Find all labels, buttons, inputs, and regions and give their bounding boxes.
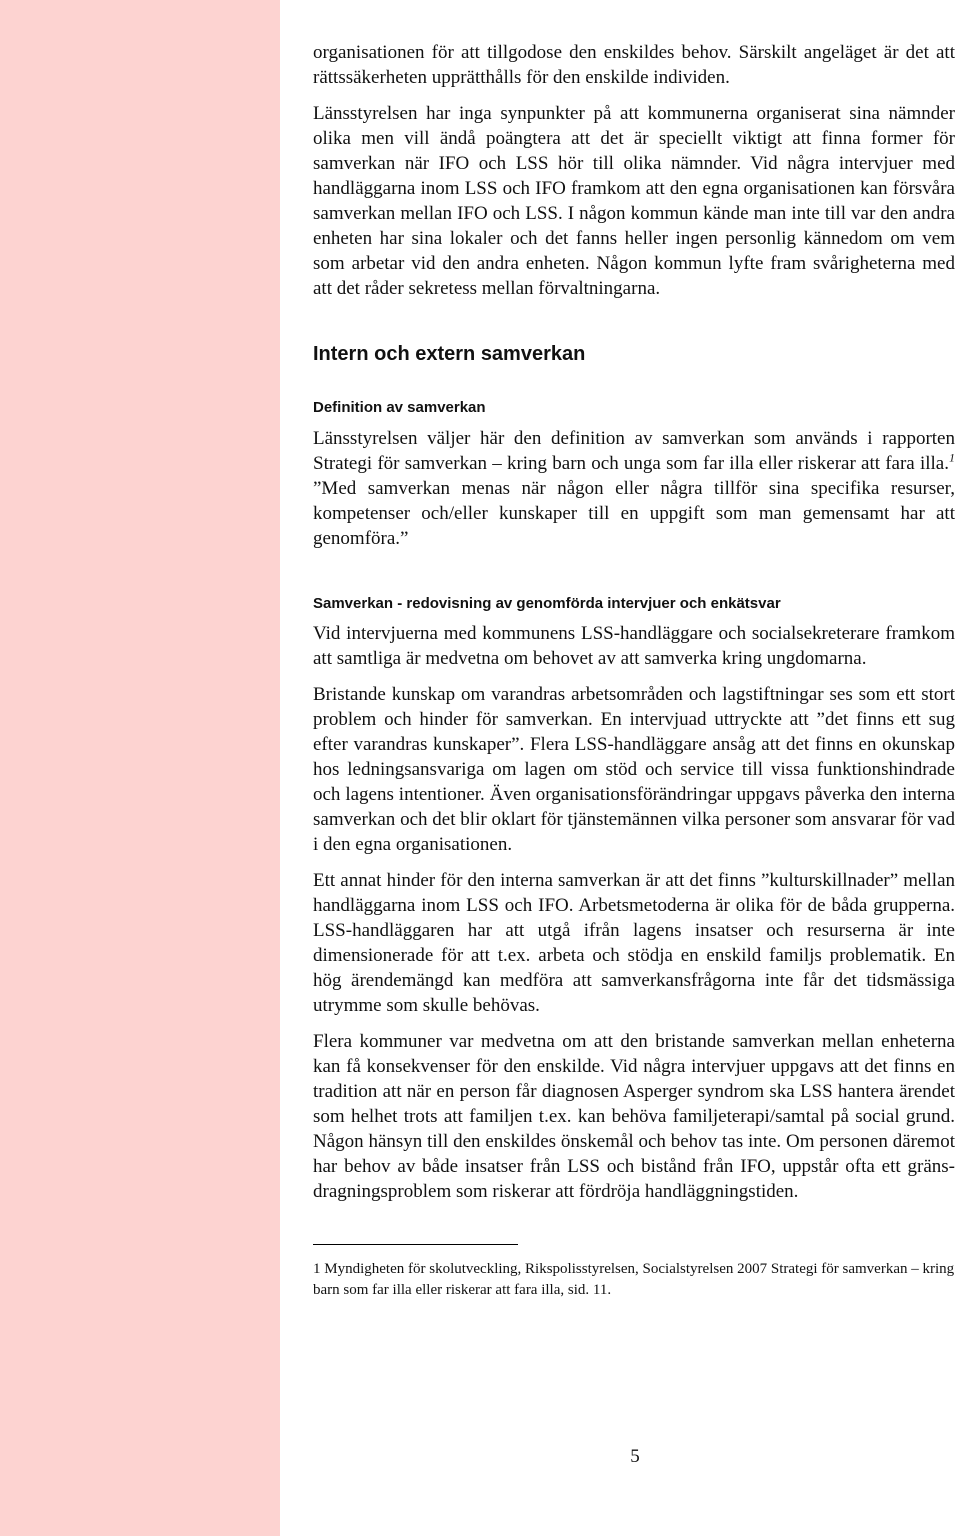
definition-text-start: Länsstyrelsen väljer här den definition av samverkan som används i rapporten Strategi för samverkan – kring barn och unga som far illa eller riskerar att fara illa. (313, 428, 955, 474)
definition-text-end: ”Med samverkan menas när någon eller några tillför sina specifika resurser, kompetenser och/eller kunskaper till en uppgift som man gemensamt har att genomföra.” (313, 478, 955, 549)
samverkan-paragraph-1: Vid intervjuerna med kommunens LSS-handläggare och socialsekreterare framkom att samtliga är medvetna om behovet av att samverka kring ungdomarna. (313, 623, 955, 669)
samverkan-paragraph-2: Bristande kunskap om varandras arbetsområden och lagstiftningar ses som ett stort problem och hinder för samverkan. En intervjuad uttryckte att ”det finns ett sug efter varandras kunskaper”. Flera LSS-handläggare ansåg att det finns en okunskap hos ledningsansvariga om lagen om stöd och service till vissa funktionshindrade och lagens intentioner. Även organisationsförändringar uppgavs påverka den interna samverkan och det blir oklart för tjänstemännen vilka personer som ansvarar för vad i den egna organisationen. (313, 684, 955, 855)
samverkan-heading: Samverkan - redovisning av genomförda intervjuer och enkätsvar (313, 595, 781, 612)
samverkan-paragraph-4: Flera kommuner var medvetna om att den bristande samverkan mellan enheterna kan få konsekvenser för den enskilde. Vid några intervjuer uppgavs att det finns en tradition att när en person får diagnosen Asperger syndrom ska LSS hantera ärendet som helhet trots att familjen t.ex. kan behöva familjeterapi/samtal på social grund. Någon hänsyn till den enskildes önskemål och behov tas inte. Om personen däremot har behov av både insatser från LSS och bistånd från IFO, uppstår ofta ett gränsdragningsproblem som riskerar att fördröja handläggningstiden. (313, 1031, 955, 1202)
footnote-text: 1 Myndigheten för skolutveckling, Rikspolisstyrelsen, Socialstyrelsen 2007 Strategi för samverkan – kring barn som far illa eller riskerar att fara illa, sid. 11. (313, 1261, 955, 1298)
footnote-reference: 1 (949, 450, 955, 465)
intro-paragraph-1: organisationen för att tillgodose den enskildes behov. Särskilt angeläget är det att rättssäkerheten upprätthålls för den enskilde individen. (313, 42, 955, 88)
definition-heading: Definition av samverkan (313, 399, 486, 416)
samverkan-paragraph-3: Ett annat hinder för den interna samverkan är att det finns ”kulturskillnader” mellan handläggarna inom LSS och IFO. Arbetsmetoderna är olika för de båda grupperna. LSS-handläggaren har att utgå ifrån lagens insatser och resurserna är inte dimensionerade för att t.ex. arbeta och stödja en enskild familjs problematik. En hög ärendemängd kan medföra att samverkansfrågorna inte får det tidsmässiga utrymme som skulle behövas. (313, 870, 955, 1016)
definition-paragraph (313, 426, 955, 551)
footnote-divider (313, 1244, 518, 1245)
section-heading: Intern och extern samverkan (313, 343, 586, 365)
page-number: 5 (630, 1446, 640, 1467)
intro-paragraph-2: Länsstyrelsen har inga synpunkter på att kommunerna organiserat sina nämnder olika men vill ändå poängtera att det är speciellt viktigt att finna former för samverkan när IFO och LSS hör till olika nämnder. Vid några intervjuer med handläggarna inom LSS och IFO framkom att den egna organisationen kan försvåra samverkan mellan IFO och LSS. I någon kommun kände man inte till var den andra enheten har sina lokaler och det fanns heller ingen personlig kännedom om vem som arbetar vid den andra enheten. Någon kommun lyfte fram svårigheterna med att det råder sekretess mellan förvaltningarna. (313, 103, 955, 299)
page-margin-band (0, 0, 280, 1536)
document-body (313, 40, 955, 1301)
